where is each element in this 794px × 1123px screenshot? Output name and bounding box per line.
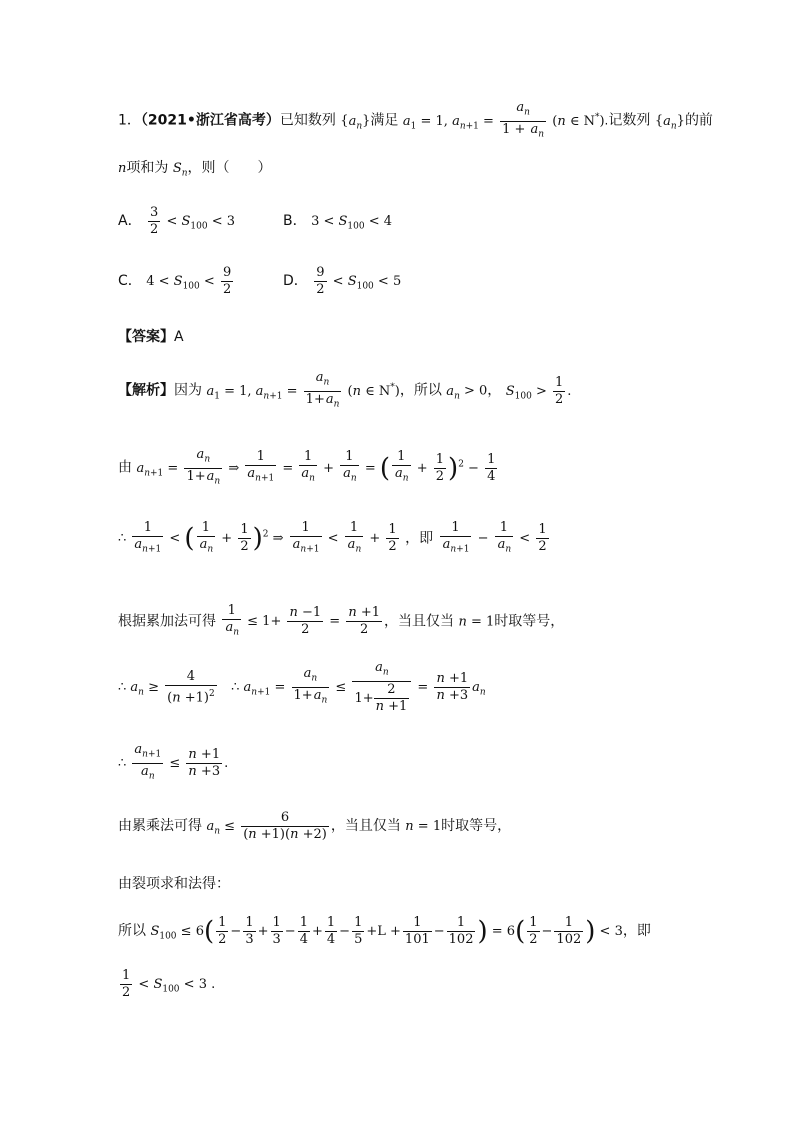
question-stem-line2: n项和为 $S_n$，则（ ） xyxy=(118,160,272,179)
answer-line xyxy=(118,326,184,346)
option-d-math: $\frac{9}{2}$ < $S_{100} < 5$ xyxy=(316,265,402,297)
analysis-line2: 由 $a_{n+1}$ = $\frac{a_n}{1+a_n}$ ⇒ $\frac{1}{a_{n+1}}$ = $\frac{1}{a_n}$ + $\frac{1}{a_n}$ = ( $\frac{1}{a_n}$ + $\frac{1}{2}$ )$^2$ − $\frac{1}{4}$ xyxy=(118,447,496,487)
analysis-line5: ∴ $a_n$ ≥ $\frac{4}{(n +1)^2}$ ∴ $a_{n+1}$ = $\frac{a_n}{1+a_n}$ ≤ $a_n$ 1+ $\frac{2}{n +1}$ = $\frac{n +1}{n +3}$ $a_n$ xyxy=(118,660,486,714)
analysis-line10: $\frac{1}{2}$ < $S_{100} < 3$ . xyxy=(122,968,216,1000)
answer-label: 【答案】 xyxy=(118,329,174,345)
analysis-line7: 由累乘法可得 $a_n$ ≤ $\frac{6}{(n +1)(n +2)}$ ，当且仅当 n = 1时取等号， xyxy=(118,810,512,842)
option-a[interactable]: A． $\frac{3}{2}$ < $S_{100} < 3$ xyxy=(118,205,236,237)
question-stem-line1: 1．（2021•浙江省高考）已知数列 $\{a_n\}$满足 $a_1 = 1$, $a_{n+1}$ = $\frac{a_n}{1 + a_n}$ (n ∈ N*).记数列 $\{a_n\}$的前 xyxy=(118,100,713,140)
analysis-line9: 所以 $S_{100} \le 6$( $\frac{1}{2}$ − $\frac{1}{3}$ + $\frac{1}{3}$ − $\frac{1}{4}$ + $\frac{1}{4}$ − $\frac{1}{5}$ +L + $\frac{1}{101}$ − $\frac{1}{102}$ ) = 6( $\frac{1}{2}$ − $\frac{1}{102}$ ) < 3，即 xyxy=(118,915,651,947)
analysis-line6: ∴ $\frac{a_{n+1}}{a_n}$ ≤ $\frac{n +1}{n +3}$ . xyxy=(118,742,229,782)
analysis-line4: 根据累加法可得 $\frac{1}{a_n}$ ≤ 1+ $\frac{n -1}{2}$ = $\frac{n +1}{2}$ ，当且仅当 n = 1时取等号， xyxy=(118,603,565,638)
question-number: 1． xyxy=(118,112,141,129)
option-b[interactable]: B． $3 < S_{100} < 4$ xyxy=(283,213,393,232)
analysis-line3: ∴ $\frac{1}{a_{n+1}}$ < ( $\frac{1}{a_n}$ + $\frac{1}{2}$ )$^2$ ⇒ $\frac{1}{a_{n+1}}$ < $\frac{1}{a_n}$ + $\frac{1}{2}$ ，即 $\frac{1}{a_{n+1}}$ − $\frac{1}{a_n}$ < $\frac{1}{2}$ xyxy=(118,520,547,555)
math-seq-an: $\{a_n\}$ xyxy=(340,113,371,132)
answer-value: A xyxy=(174,329,184,345)
question-source: （2021•浙江省高考） xyxy=(140,112,280,129)
option-c[interactable]: C． $4 < S_{100}$ < $\frac{9}{2}$ xyxy=(118,265,235,298)
option-a-math: $\frac{3}{2}$ < $S_{100} < 3$ xyxy=(150,205,236,237)
analysis-line1: 【解析】因为 $a_1 = 1$, $a_{n+1}$ = $\frac{a_n}{1+a_n}$ (n ∈ N*)，所以 $a_n > 0$， $S_{100}$ > $\frac{1}{2}$ . xyxy=(118,370,572,410)
option-b-math: $3 < S_{100} < 4$ xyxy=(311,214,393,232)
analysis-label: 【解析】 xyxy=(118,382,174,399)
analysis-line8: 由裂项求和法得： xyxy=(118,876,230,892)
option-d[interactable]: D． $\frac{9}{2}$ < $S_{100} < 5$ xyxy=(283,265,402,297)
math-recurrence: $a_1 = 1$, $a_{n+1}$ = $\frac{a_n}{1 + a_n}$ (n ∈ N*) xyxy=(402,100,605,140)
option-c-math: $4 < S_{100}$ < $\frac{9}{2}$ xyxy=(146,265,232,297)
